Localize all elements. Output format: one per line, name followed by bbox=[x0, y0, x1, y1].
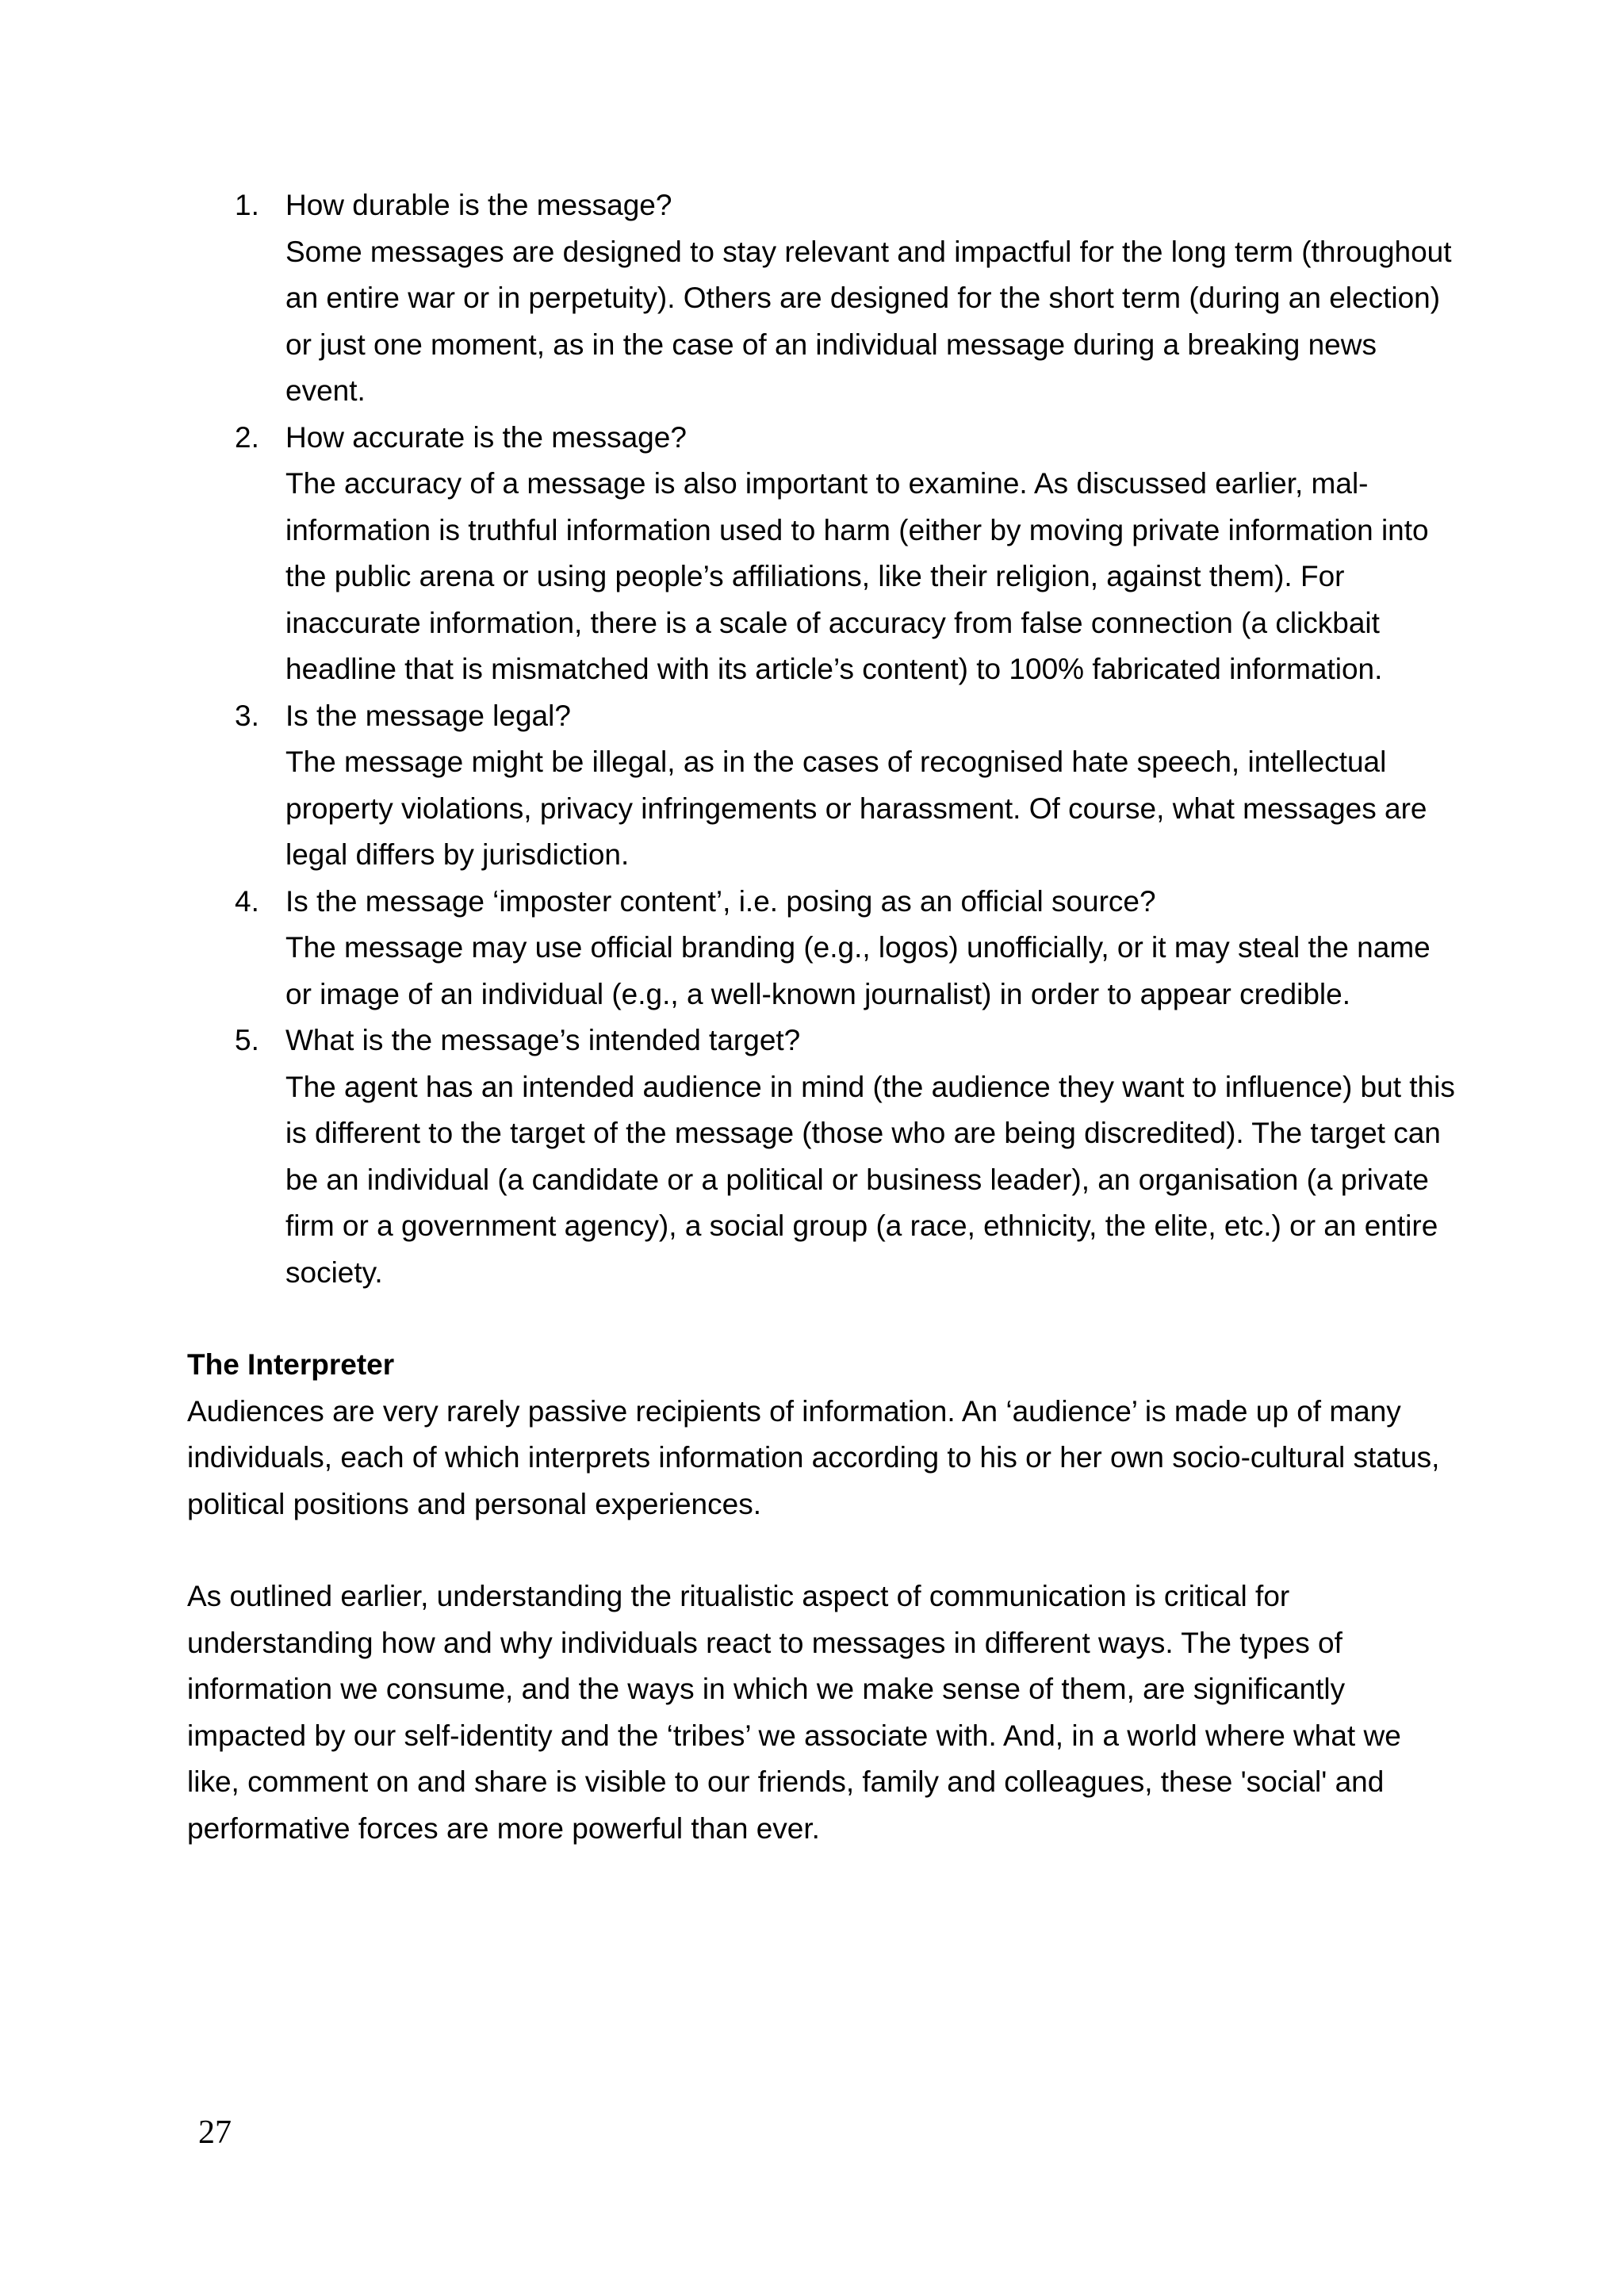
list-item bbox=[187, 1018, 1456, 1296]
list-item bbox=[187, 182, 1456, 415]
list-question: How accurate is the message? bbox=[285, 420, 687, 454]
interpreter-section bbox=[187, 1342, 1456, 1852]
list-number: 3. bbox=[235, 699, 259, 732]
list-item bbox=[187, 879, 1456, 1018]
list-question: Is the message ‘imposter content’, i.e. posing as an official source? bbox=[285, 884, 1156, 918]
list-answer: The accuracy of a message is also important to examine. As discussed earlier, mal-information is truthful information used to harm (either by moving private information into the public arena or using people’s affiliations, like their religion, against them). For inaccurate information, there is a scale of accuracy from false connection (a clickbait headline that is mismatched with its article’s content) to 100% fabricated information. bbox=[285, 467, 1429, 685]
list-answer: Some messages are designed to stay relevant and impactful for the long term (throughout an entire war or in perpetuity). Others are designed for the short term (during an election) or just one moment, as in the case of an individual message during a breaking news event. bbox=[285, 235, 1452, 407]
list-item bbox=[187, 693, 1456, 879]
list-answer: The message might be illegal, as in the cases of recognised hate speech, intellectual property violations, privacy infringements or harassment. Of course, what messages are legal differs by jurisdiction. bbox=[285, 746, 1427, 871]
list-number: 4. bbox=[235, 884, 259, 918]
question-list bbox=[187, 182, 1456, 1296]
list-question: What is the message’s intended target? bbox=[285, 1024, 801, 1056]
page-content bbox=[187, 182, 1456, 1852]
page-number: 27 bbox=[198, 2114, 232, 2151]
list-item bbox=[187, 415, 1456, 693]
list-question: How durable is the message? bbox=[285, 189, 672, 221]
section-heading: The Interpreter bbox=[187, 1348, 395, 1381]
list-question: Is the message legal? bbox=[285, 699, 571, 732]
body-paragraph: Audiences are very rarely passive recipients of information. An ‘audience’ is made up of many individuals, each of which interprets information according to his or her own socio-cultural status, political positions and personal experiences. bbox=[187, 1394, 1440, 1520]
list-number: 2. bbox=[235, 420, 259, 454]
list-answer: The agent has an intended audience in mind (the audience they want to influence) but this is different to the target of the message (those who are being discredited). The target can be an individual (a candidate or a political or business leader), an organisation (a private firm or a government agency), a social group (a race, ethnicity, the elite, etc.) or an entire society. bbox=[285, 1070, 1455, 1289]
list-number: 1. bbox=[235, 189, 259, 221]
list-answer: The message may use official branding (e.g., logos) unofficially, or it may steal the name or image of an individual (e.g., a well-known journalist) in order to appear credible. bbox=[285, 931, 1431, 1010]
body-paragraph: As outlined earlier, understanding the ritualistic aspect of communication is critical for understanding how and why individuals react to messages in different ways. The types of information we consume, and the ways in which we make sense of them, are significantly impacted by our self-identity and the ‘tribes’ we associate with. And, in a world where what we like, comment on and share is visible to our friends, family and colleagues, these 'social' and performative forces are more powerful than ever. bbox=[187, 1580, 1401, 1845]
list-number: 5. bbox=[235, 1024, 259, 1056]
